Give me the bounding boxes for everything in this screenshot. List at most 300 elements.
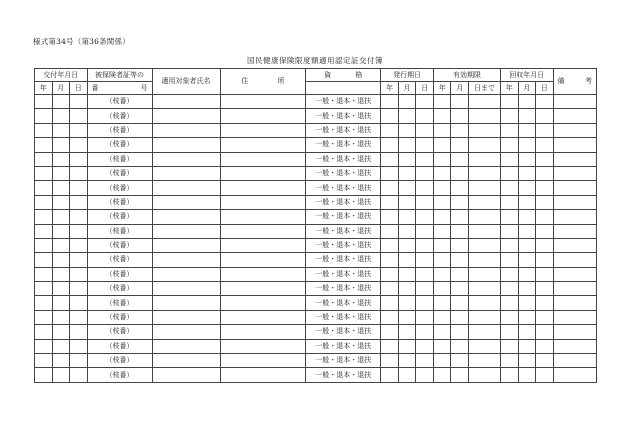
start-day-cell: [416, 210, 434, 224]
header-cert-number-ban: 番: [91, 83, 99, 92]
validity-month-cell: [451, 282, 469, 296]
return-year-cell: [500, 354, 518, 368]
applicant-name-cell: [152, 267, 220, 281]
address-cell: [220, 138, 306, 152]
return-day-cell: [536, 123, 554, 137]
validity-year-cell: [433, 368, 451, 382]
table-row: [35, 310, 597, 324]
table-row: [35, 339, 597, 353]
remarks-cell: [553, 282, 596, 296]
start-month-cell: [398, 181, 416, 195]
validity-month-cell: [451, 267, 469, 281]
applicant-name-cell: [152, 296, 220, 310]
issue-day-cell: [70, 368, 88, 382]
qualification-cell: 一般・退本・退扶: [306, 282, 381, 296]
cert-number-cell: （枝番）: [87, 253, 152, 267]
validity-year-cell: [433, 296, 451, 310]
issue-year-cell: [35, 354, 53, 368]
issue-day-cell: [70, 95, 88, 109]
qualification-cell: 一般・退本・退扶: [306, 123, 381, 137]
cert-number-cell: （枝番）: [87, 368, 152, 382]
validity-year-cell: [433, 138, 451, 152]
return-day-cell: [536, 368, 554, 382]
applicant-name-cell: [152, 152, 220, 166]
header-issue-month: 月: [52, 82, 70, 95]
issue-day-cell: [70, 109, 88, 123]
start-year-cell: [381, 138, 399, 152]
return-month-cell: [518, 325, 536, 339]
form-number: 様式第34号（第36条関係）: [33, 37, 130, 46]
return-day-cell: [536, 166, 554, 180]
issue-month-cell: [52, 296, 70, 310]
return-month-cell: [518, 166, 536, 180]
return-day-cell: [536, 138, 554, 152]
start-month-cell: [398, 95, 416, 109]
cert-number-cell: （枝番）: [87, 152, 152, 166]
return-day-cell: [536, 339, 554, 353]
start-day-cell: [416, 267, 434, 281]
issue-month-cell: [52, 152, 70, 166]
validity-day-cell: [469, 109, 501, 123]
return-year-cell: [500, 181, 518, 195]
header-row-2: [35, 82, 597, 95]
qualification-cell: 一般・退本・退扶: [306, 181, 381, 195]
applicant-name-cell: [152, 195, 220, 209]
validity-month-cell: [451, 195, 469, 209]
issue-year-cell: [35, 368, 53, 382]
remarks-cell: [553, 210, 596, 224]
start-month-cell: [398, 210, 416, 224]
start-month-cell: [398, 238, 416, 252]
applicant-name-cell: [152, 282, 220, 296]
remarks-cell: [553, 238, 596, 252]
cert-number-cell: （枝番）: [87, 95, 152, 109]
issue-year-cell: [35, 109, 53, 123]
return-year-cell: [500, 152, 518, 166]
applicant-name-cell: [152, 354, 220, 368]
start-day-cell: [416, 339, 434, 353]
start-year-cell: [381, 152, 399, 166]
header-qualification-b: 格: [355, 70, 363, 79]
start-month-cell: [398, 152, 416, 166]
issuance-register-table: [34, 68, 597, 383]
qualification-cell: 一般・退本・退扶: [306, 325, 381, 339]
issue-month-cell: [52, 181, 70, 195]
validity-year-cell: [433, 95, 451, 109]
start-month-cell: [398, 138, 416, 152]
return-month-cell: [518, 224, 536, 238]
return-year-cell: [500, 109, 518, 123]
header-remarks: [553, 69, 596, 95]
issue-month-cell: [52, 253, 70, 267]
table-row: [35, 166, 597, 180]
remarks-cell: [553, 152, 596, 166]
return-month-cell: [518, 296, 536, 310]
start-day-cell: [416, 368, 434, 382]
return-day-cell: [536, 224, 554, 238]
applicant-name-cell: [152, 181, 220, 195]
start-year-cell: [381, 210, 399, 224]
issue-year-cell: [35, 123, 53, 137]
issue-month-cell: [52, 224, 70, 238]
remarks-cell: [553, 195, 596, 209]
start-month-cell: [398, 296, 416, 310]
remarks-cell: [553, 253, 596, 267]
start-year-cell: [381, 123, 399, 137]
issue-day-cell: [70, 138, 88, 152]
return-day-cell: [536, 325, 554, 339]
validity-month-cell: [451, 368, 469, 382]
register-body: [35, 95, 597, 383]
validity-year-cell: [433, 354, 451, 368]
header-cert-number-line2: [87, 82, 152, 95]
return-day-cell: [536, 310, 554, 324]
issue-day-cell: [70, 195, 88, 209]
validity-month-cell: [451, 166, 469, 180]
qualification-cell: 一般・退本・退扶: [306, 210, 381, 224]
table-row: [35, 253, 597, 267]
return-month-cell: [518, 267, 536, 281]
address-cell: [220, 339, 306, 353]
return-day-cell: [536, 95, 554, 109]
header-applicant-name: 適用対象者氏名: [152, 69, 220, 95]
header-issue-date: 交付年月日: [35, 69, 88, 82]
validity-day-cell: [469, 296, 501, 310]
cert-number-cell: （枝番）: [87, 109, 152, 123]
validity-year-cell: [433, 310, 451, 324]
header-qualification: [306, 69, 381, 82]
applicant-name-cell: [152, 253, 220, 267]
start-day-cell: [416, 238, 434, 252]
validity-year-cell: [433, 166, 451, 180]
return-year-cell: [500, 138, 518, 152]
return-day-cell: [536, 267, 554, 281]
remarks-cell: [553, 181, 596, 195]
qualification-cell: 一般・退本・退扶: [306, 339, 381, 353]
issue-day-cell: [70, 296, 88, 310]
header-address-b: 所: [277, 77, 285, 85]
cert-number-cell: （枝番）: [87, 166, 152, 180]
validity-month-cell: [451, 354, 469, 368]
issue-month-cell: [52, 325, 70, 339]
issue-month-cell: [52, 210, 70, 224]
return-day-cell: [536, 354, 554, 368]
return-year-cell: [500, 368, 518, 382]
issue-month-cell: [52, 354, 70, 368]
validity-day-cell: [469, 339, 501, 353]
return-month-cell: [518, 181, 536, 195]
applicant-name-cell: [152, 224, 220, 238]
start-month-cell: [398, 123, 416, 137]
validity-day-cell: [469, 325, 501, 339]
start-day-cell: [416, 152, 434, 166]
validity-month-cell: [451, 253, 469, 267]
start-year-cell: [381, 267, 399, 281]
start-year-cell: [381, 95, 399, 109]
address-cell: [220, 109, 306, 123]
validity-year-cell: [433, 238, 451, 252]
address-cell: [220, 152, 306, 166]
issue-day-cell: [70, 282, 88, 296]
start-day-cell: [416, 282, 434, 296]
issue-day-cell: [70, 339, 88, 353]
validity-month-cell: [451, 152, 469, 166]
issue-day-cell: [70, 325, 88, 339]
start-year-cell: [381, 238, 399, 252]
validity-year-cell: [433, 267, 451, 281]
return-day-cell: [536, 238, 554, 252]
issue-month-cell: [52, 95, 70, 109]
document-title: 国民健康保険限度額適用認定証交付簿: [247, 56, 383, 65]
start-day-cell: [416, 109, 434, 123]
start-year-cell: [381, 368, 399, 382]
issue-year-cell: [35, 210, 53, 224]
validity-year-cell: [433, 109, 451, 123]
table-row: [35, 210, 597, 224]
header-start-month: 月: [398, 82, 416, 95]
return-year-cell: [500, 310, 518, 324]
header-return-date: 回収年月日: [500, 69, 553, 82]
return-month-cell: [518, 210, 536, 224]
return-day-cell: [536, 181, 554, 195]
cert-number-cell: （枝番）: [87, 195, 152, 209]
remarks-cell: [553, 224, 596, 238]
start-day-cell: [416, 325, 434, 339]
header-cert-number-go: 号: [140, 83, 148, 92]
address-cell: [220, 368, 306, 382]
applicant-name-cell: [152, 210, 220, 224]
return-month-cell: [518, 109, 536, 123]
qualification-cell: 一般・退本・退扶: [306, 195, 381, 209]
qualification-cell: 一般・退本・退扶: [306, 224, 381, 238]
issue-month-cell: [52, 368, 70, 382]
qualification-cell: 一般・退本・退扶: [306, 253, 381, 267]
start-day-cell: [416, 310, 434, 324]
start-day-cell: [416, 123, 434, 137]
header-start-day: 日: [416, 82, 434, 95]
return-day-cell: [536, 253, 554, 267]
address-cell: [220, 267, 306, 281]
validity-month-cell: [451, 181, 469, 195]
cert-number-cell: （枝番）: [87, 325, 152, 339]
cert-number-cell: （枝番）: [87, 224, 152, 238]
return-year-cell: [500, 195, 518, 209]
header-validity-month: 月: [451, 82, 469, 95]
table-row: [35, 181, 597, 195]
issue-day-cell: [70, 354, 88, 368]
validity-year-cell: [433, 282, 451, 296]
validity-month-cell: [451, 339, 469, 353]
return-month-cell: [518, 138, 536, 152]
start-month-cell: [398, 325, 416, 339]
issue-month-cell: [52, 138, 70, 152]
address-cell: [220, 354, 306, 368]
return-day-cell: [536, 282, 554, 296]
qualification-cell: 一般・退本・退扶: [306, 296, 381, 310]
header-qualification-sub: [306, 82, 381, 95]
table-row: [35, 95, 597, 109]
issue-day-cell: [70, 238, 88, 252]
table-row: [35, 267, 597, 281]
return-month-cell: [518, 253, 536, 267]
issue-month-cell: [52, 310, 70, 324]
validity-day-cell: [469, 267, 501, 281]
start-year-cell: [381, 310, 399, 324]
start-year-cell: [381, 181, 399, 195]
validity-year-cell: [433, 253, 451, 267]
applicant-name-cell: [152, 238, 220, 252]
start-year-cell: [381, 109, 399, 123]
issue-month-cell: [52, 282, 70, 296]
header-remarks-a: 備: [557, 77, 565, 85]
return-month-cell: [518, 368, 536, 382]
return-month-cell: [518, 282, 536, 296]
start-month-cell: [398, 224, 416, 238]
cert-number-cell: （枝番）: [87, 138, 152, 152]
return-year-cell: [500, 224, 518, 238]
remarks-cell: [553, 354, 596, 368]
start-month-cell: [398, 310, 416, 324]
return-year-cell: [500, 253, 518, 267]
issue-month-cell: [52, 339, 70, 353]
issue-year-cell: [35, 195, 53, 209]
return-year-cell: [500, 267, 518, 281]
issue-year-cell: [35, 181, 53, 195]
start-day-cell: [416, 181, 434, 195]
applicant-name-cell: [152, 95, 220, 109]
validity-month-cell: [451, 109, 469, 123]
table-row: [35, 282, 597, 296]
return-day-cell: [536, 152, 554, 166]
start-month-cell: [398, 166, 416, 180]
address-cell: [220, 296, 306, 310]
issue-year-cell: [35, 224, 53, 238]
return-year-cell: [500, 282, 518, 296]
start-month-cell: [398, 282, 416, 296]
issue-year-cell: [35, 152, 53, 166]
table-row: [35, 123, 597, 137]
qualification-cell: 一般・退本・退扶: [306, 354, 381, 368]
start-month-cell: [398, 267, 416, 281]
validity-month-cell: [451, 310, 469, 324]
start-day-cell: [416, 138, 434, 152]
applicant-name-cell: [152, 123, 220, 137]
return-month-cell: [518, 152, 536, 166]
address-cell: [220, 238, 306, 252]
issue-year-cell: [35, 138, 53, 152]
return-month-cell: [518, 339, 536, 353]
header-start-date: 発行期日: [381, 69, 434, 82]
applicant-name-cell: [152, 166, 220, 180]
table-row: [35, 224, 597, 238]
validity-year-cell: [433, 339, 451, 353]
address-cell: [220, 95, 306, 109]
start-year-cell: [381, 325, 399, 339]
validity-day-cell: [469, 210, 501, 224]
address-cell: [220, 166, 306, 180]
table-row: [35, 152, 597, 166]
validity-day-cell: [469, 224, 501, 238]
header-issue-day: 日: [70, 82, 88, 95]
cert-number-cell: （枝番）: [87, 267, 152, 281]
validity-month-cell: [451, 210, 469, 224]
start-month-cell: [398, 368, 416, 382]
header-address: [220, 69, 306, 95]
validity-year-cell: [433, 195, 451, 209]
start-day-cell: [416, 354, 434, 368]
start-month-cell: [398, 339, 416, 353]
validity-day-cell: [469, 181, 501, 195]
return-month-cell: [518, 123, 536, 137]
start-day-cell: [416, 253, 434, 267]
table-row: [35, 238, 597, 252]
start-day-cell: [416, 296, 434, 310]
validity-year-cell: [433, 325, 451, 339]
header-cert-number: [87, 69, 152, 82]
return-day-cell: [536, 296, 554, 310]
header-issue-year: 年: [35, 82, 53, 95]
issue-year-cell: [35, 325, 53, 339]
applicant-name-cell: [152, 310, 220, 324]
applicant-name-cell: [152, 325, 220, 339]
header-validity: 有効期限: [433, 69, 500, 82]
issue-year-cell: [35, 267, 53, 281]
qualification-cell: 一般・退本・退扶: [306, 166, 381, 180]
validity-month-cell: [451, 238, 469, 252]
start-year-cell: [381, 339, 399, 353]
qualification-cell: 一般・退本・退扶: [306, 95, 381, 109]
remarks-cell: [553, 325, 596, 339]
validity-month-cell: [451, 123, 469, 137]
return-day-cell: [536, 195, 554, 209]
remarks-cell: [553, 166, 596, 180]
validity-month-cell: [451, 224, 469, 238]
issue-day-cell: [70, 310, 88, 324]
header-validity-until-day: 日まで: [469, 82, 501, 95]
cert-number-cell: （枝番）: [87, 282, 152, 296]
header-validity-year: 年: [433, 82, 451, 95]
start-year-cell: [381, 354, 399, 368]
header-start-year: 年: [381, 82, 399, 95]
issue-year-cell: [35, 95, 53, 109]
issue-day-cell: [70, 210, 88, 224]
issue-year-cell: [35, 310, 53, 324]
issue-day-cell: [70, 253, 88, 267]
issue-month-cell: [52, 195, 70, 209]
address-cell: [220, 325, 306, 339]
validity-day-cell: [469, 354, 501, 368]
address-cell: [220, 282, 306, 296]
issue-month-cell: [52, 109, 70, 123]
header-address-a: 住: [241, 77, 249, 85]
remarks-cell: [553, 123, 596, 137]
validity-day-cell: [469, 138, 501, 152]
qualification-cell: 一般・退本・退扶: [306, 109, 381, 123]
address-cell: [220, 181, 306, 195]
validity-month-cell: [451, 296, 469, 310]
return-year-cell: [500, 95, 518, 109]
issue-year-cell: [35, 296, 53, 310]
remarks-cell: [553, 109, 596, 123]
address-cell: [220, 310, 306, 324]
validity-day-cell: [469, 310, 501, 324]
issue-month-cell: [52, 166, 70, 180]
validity-day-cell: [469, 253, 501, 267]
issue-year-cell: [35, 238, 53, 252]
address-cell: [220, 210, 306, 224]
header-return-month: 月: [518, 82, 536, 95]
return-month-cell: [518, 95, 536, 109]
